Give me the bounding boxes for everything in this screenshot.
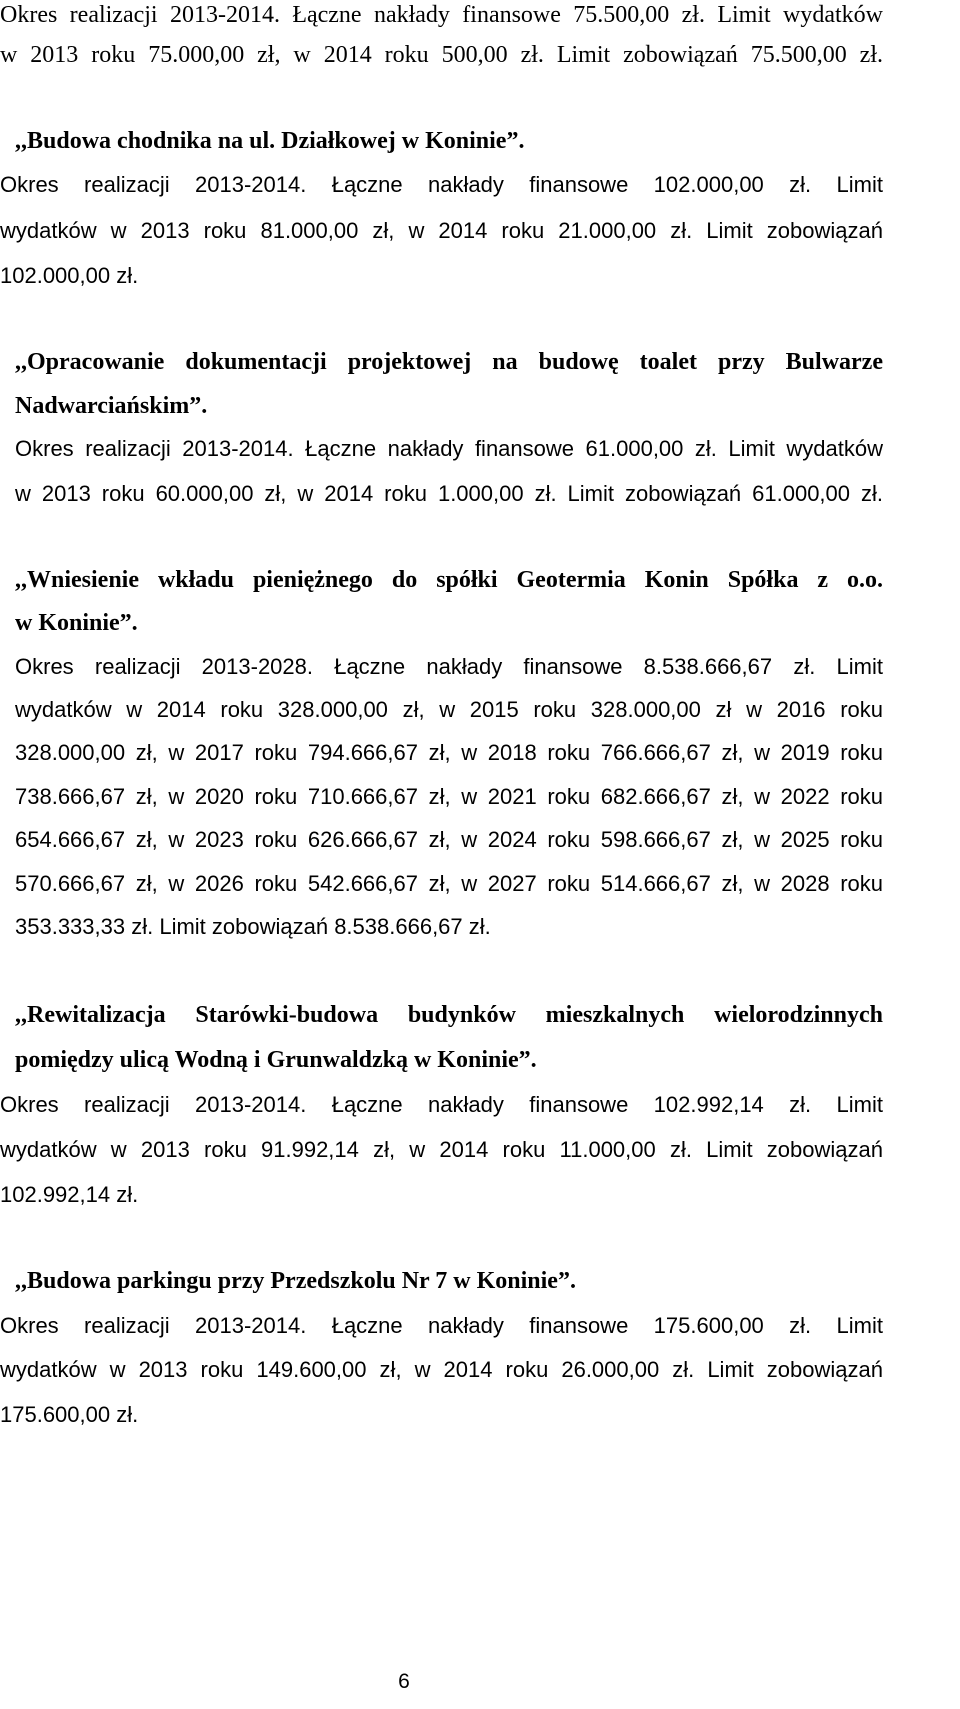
paragraph-line: Okres realizacji 2013-2014. Łączne nakłady finansowe 75.500,00 zł. Limit wydatków <box>0 2 883 28</box>
section-title: ,,Wniesienie wkładu pieniężnego do spółki Geotermia Konin Spółka z o.o. <box>15 567 883 593</box>
paragraph-line: Okres realizacji 2013-2014. Łączne nakłady finansowe 102.000,00 zł. Limit <box>0 172 883 197</box>
paragraph-line: 738.666,67 zł, w 2020 roku 710.666,67 zł, w 2021 roku 682.666,67 zł, w 2022 roku <box>15 784 883 809</box>
paragraph-line: 102.992,14 zł. <box>0 1182 139 1207</box>
page-number: 6 <box>398 1670 410 1693</box>
paragraph-line: wydatków w 2013 roku 149.600,00 zł, w 2014 roku 26.000,00 zł. Limit zobowiązań <box>0 1357 883 1382</box>
section-title: ,,Rewitalizacja Starówki-budowa budynków mieszkalnych wielorodzinnych <box>15 1002 883 1028</box>
paragraph-line: 353.333,33 zł. Limit zobowiązań 8.538.666,67 zł. <box>15 914 491 939</box>
paragraph-line: Okres realizacji 2013-2014. Łączne nakłady finansowe 102.992,14 zł. Limit <box>0 1092 883 1117</box>
paragraph-line: 328.000,00 zł, w 2017 roku 794.666,67 zł, w 2018 roku 766.666,67 zł, w 2019 roku <box>15 740 883 765</box>
paragraph-line: w 2013 roku 60.000,00 zł, w 2014 roku 1.000,00 zł. Limit zobowiązań 61.000,00 zł. <box>15 481 883 506</box>
paragraph-line: wydatków w 2013 roku 91.992,14 zł, w 2014 roku 11.000,00 zł. Limit zobowiązań <box>0 1137 883 1162</box>
paragraph-line: wydatków w 2014 roku 328.000,00 zł, w 2015 roku 328.000,00 zł w 2016 roku <box>15 697 883 722</box>
paragraph-line: 654.666,67 zł, w 2023 roku 626.666,67 zł, w 2024 roku 598.666,67 zł, w 2025 roku <box>15 827 883 852</box>
paragraph-line: 570.666,67 zł, w 2026 roku 542.666,67 zł, w 2027 roku 514.666,67 zł, w 2028 roku <box>15 871 883 896</box>
paragraph-line: wydatków w 2013 roku 81.000,00 zł, w 2014 roku 21.000,00 zł. Limit zobowiązań <box>0 218 883 243</box>
paragraph-line: 102.000,00 zł. <box>0 263 139 288</box>
section-title: ,,Budowa chodnika na ul. Działkowej w Koninie”. <box>15 128 525 154</box>
section-title: ,,Opracowanie dokumentacji projektowej na budowę toalet przy Bulwarze <box>15 349 883 375</box>
section-title: w Koninie”. <box>15 610 138 636</box>
paragraph-line: Okres realizacji 2013-2028. Łączne nakłady finansowe 8.538.666,67 zł. Limit <box>15 654 883 679</box>
section-title: Nadwarciańskim”. <box>15 393 208 419</box>
section-title: pomiędzy ulicą Wodną i Grunwaldzką w Koninie”. <box>15 1047 537 1073</box>
paragraph-line: 175.600,00 zł. <box>0 1402 139 1427</box>
section-title: ,,Budowa parkingu przy Przedszkolu Nr 7 w Koninie”. <box>15 1268 576 1294</box>
paragraph-line: Okres realizacji 2013-2014. Łączne nakłady finansowe 61.000,00 zł. Limit wydatków <box>15 436 883 461</box>
paragraph-line: w 2013 roku 75.000,00 zł, w 2014 roku 500,00 zł. Limit zobowiązań 75.500,00 zł. <box>0 42 883 68</box>
paragraph-line: Okres realizacji 2013-2014. Łączne nakłady finansowe 175.600,00 zł. Limit <box>0 1313 883 1338</box>
